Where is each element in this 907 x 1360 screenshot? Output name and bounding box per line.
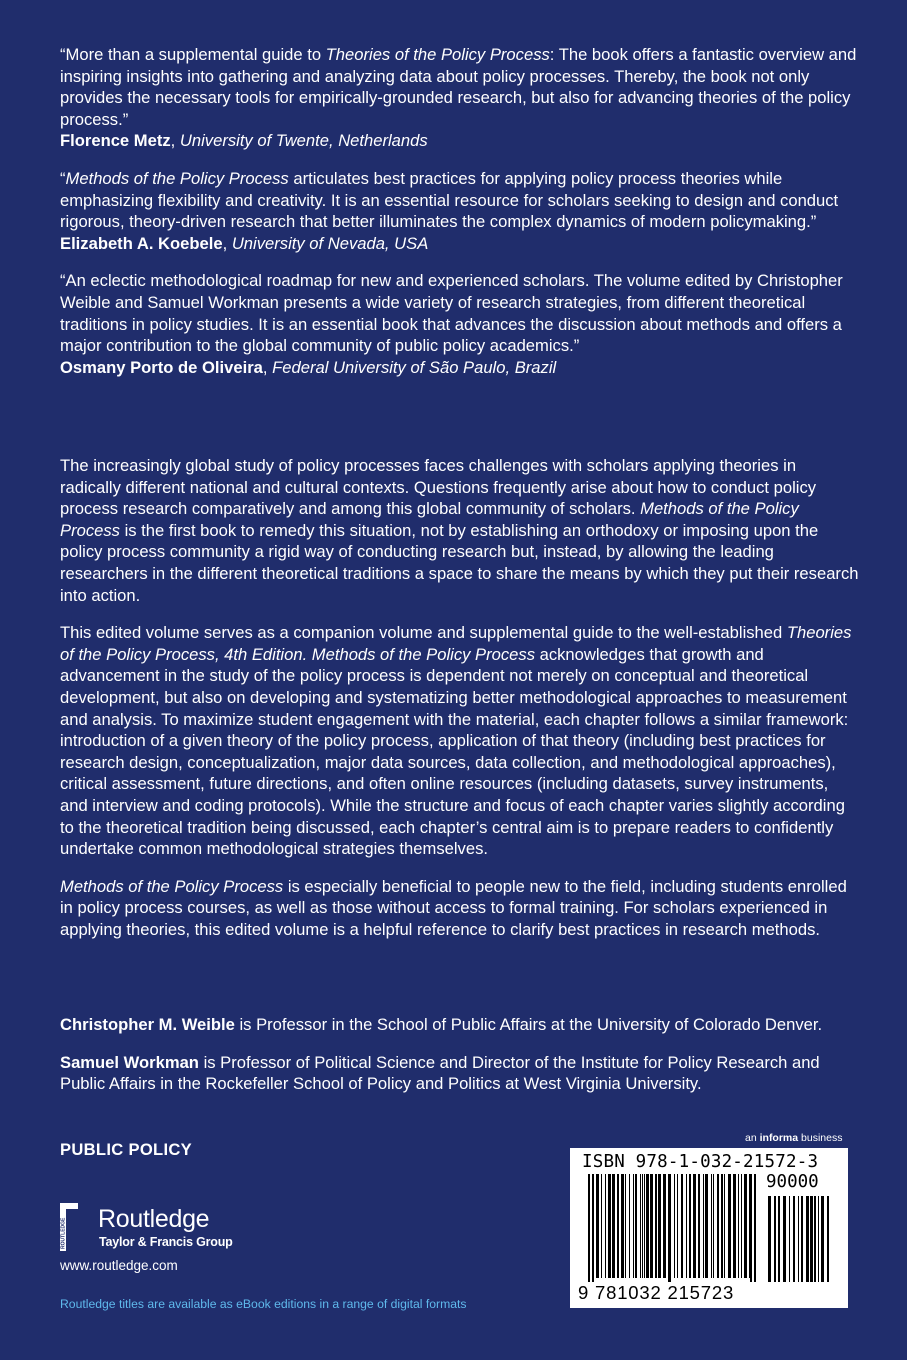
barcode-bar xyxy=(810,1196,813,1282)
ean-digits: 9 781032 215723 xyxy=(578,1282,735,1303)
barcode-bar xyxy=(821,1196,824,1282)
barcode-bar xyxy=(768,1196,771,1282)
description-paragraph-2: This edited volume serves as a companion volume and supplemental guide to the well-established Theories of the Policy Process, 4th Edition. Methods of the Policy Process acknowledges that growth and advancement in the study of the policy process is dependent not merely on conceptual and theoretical development, but also on developing and systematizing better methodological approaches to measurement and analysis. To maximize student engagement with the material, each chapter follows a similar framework: introduction of a given theory of the policy process, application of that theory (including best practices for research design, conceptualization, major data sources, data collection, and methodological approaches), critical assessment, future directions, and often online resources (including datasets, survey instruments, and interview and coding protocols). While the structure and focus of each chapter varies slightly according to the theoretical tradition being discussed, each chapter’s central aim is to prepare readers to confidently undertake common methodological strategies themselves. xyxy=(60,623,852,859)
endorser-name: Osmany Porto de Oliveira xyxy=(60,357,263,377)
barcode-bar xyxy=(629,1174,630,1278)
barcode-bar xyxy=(703,1174,704,1278)
barcode-bar xyxy=(733,1174,736,1278)
barcode-bar xyxy=(798,1196,799,1282)
barcode-bar xyxy=(674,1174,675,1278)
barcode-bar xyxy=(693,1174,696,1278)
book-description xyxy=(60,455,860,956)
barcode-bar xyxy=(774,1196,776,1282)
barcode-bar xyxy=(689,1174,691,1278)
barcode-bar xyxy=(612,1174,615,1278)
informa-tagline: an informa business xyxy=(745,1132,843,1144)
publisher-name: Routledge xyxy=(98,1205,210,1233)
barcode-bar xyxy=(801,1196,803,1282)
endorser-affiliation: Federal University of São Paulo, Brazil xyxy=(272,357,557,377)
barcode-bar xyxy=(750,1174,752,1282)
barcode-bar xyxy=(655,1174,657,1278)
barcode-bar xyxy=(827,1196,829,1282)
bio-weible: Christopher M. Weible is Professor in the School of Public Affairs at the University of Colorado Denver. xyxy=(60,1015,823,1034)
barcode-bar xyxy=(806,1196,809,1282)
endorsement-2: “Methods of the Policy Process articulates best practices for applying policy process theories while emphasizing flexibility and creativity. It is an essential resource for scholars seeking to design and conduct rigorous, theory-driven research that better illuminates the complex dynamics of modern policymaking.” Elizabeth A. Koebele, University of Nevada, USA xyxy=(60,168,839,253)
barcode-bar xyxy=(625,1174,626,1278)
barcode-bar xyxy=(668,1174,671,1282)
barcode-bar xyxy=(705,1174,708,1278)
barcode-bar xyxy=(663,1174,666,1278)
publisher-website: www.routledge.com xyxy=(60,1258,178,1273)
barcode-bar xyxy=(635,1174,637,1278)
endorser-affiliation: University of Twente, Netherlands xyxy=(179,131,428,151)
barcode-bar xyxy=(681,1174,683,1278)
description-paragraph-3: Methods of the Policy Process is especially beneficial to people new to the field, including students enrolled in policy process courses, as well as those without access to formal training. For scholars experienced in applying theories, this edited volume is a helpful reference to clarify best practices in research methods. xyxy=(60,876,847,939)
barcode-bar xyxy=(608,1174,611,1278)
barcode-bar xyxy=(783,1196,786,1282)
barcode-bar xyxy=(686,1174,687,1278)
bio-workman: Samuel Workman is Professor of Political Science and Director of the Institute for Policy Research and Public Affairs in the Rockefeller School of Policy and Politics at West Virginia University. xyxy=(60,1052,820,1094)
barcode-bar xyxy=(646,1174,649,1278)
svg-text:ROUTLEDGE: ROUTLEDGE xyxy=(60,1217,67,1249)
barcode-bar xyxy=(741,1174,742,1278)
routledge-logo xyxy=(58,1203,258,1253)
endorsement-3: “An eclectic methodological roadmap for new and experienced scholars. The volume edited by Christopher Weible and Samuel Workman presents a wide variety of research strategies, from different theoretical traditions in policy studies. It is an essential book that advances the discussion about methods and offers a major contribution to the global community of public policy academics.” Osmany Porto de Oliveira, Federal University of São Paulo, Brazil xyxy=(60,271,843,377)
barcode-bar xyxy=(617,1174,619,1278)
endorsements xyxy=(60,44,860,394)
barcode-bar xyxy=(633,1174,634,1278)
barcode-bar xyxy=(738,1174,739,1278)
barcode-bar xyxy=(818,1196,819,1282)
barcode-bar xyxy=(778,1196,780,1282)
price-code: 90000 xyxy=(766,1172,819,1192)
description-paragraph-1: The increasingly global study of policy processes faces challenges with scholars applying theories in radically different national and cultural contexts. Questions frequently arise about how to conduct policy process research comparatively and among this global community of scholars. Methods of the Policy Process is the first book to remedy this situation, not by establishing an orthodoxy or imposing upon the policy process community a rigid way of conducting research but, instead, by allowing the leading researchers in the different theoretical traditions a space to share the means by which they put their research into action. xyxy=(60,456,859,605)
barcode-bar xyxy=(814,1196,816,1282)
subject-category: PUBLIC POLICY xyxy=(60,1140,193,1159)
barcode-bar xyxy=(601,1174,602,1278)
editor-bios xyxy=(60,1014,860,1111)
ebook-note: Routledge titles are available as eBook editions in a range of digital formats xyxy=(60,1297,467,1311)
barcode-bar xyxy=(640,1174,641,1278)
barcode-bar xyxy=(749,1174,750,1278)
barcode-bar xyxy=(677,1174,678,1278)
barcode-bar xyxy=(698,1174,700,1278)
barcode-bar xyxy=(724,1174,725,1278)
barcode-bar xyxy=(789,1196,790,1282)
barcode-bar xyxy=(596,1174,599,1278)
barcode-bar xyxy=(592,1174,594,1282)
barcode-bar xyxy=(658,1174,661,1278)
barcode-bar xyxy=(728,1174,731,1278)
isbn-label: ISBN 978-1-032-21572-3 xyxy=(582,1152,819,1172)
barcode-bar xyxy=(754,1174,756,1282)
barcode-bar xyxy=(650,1174,653,1278)
barcode-bar xyxy=(642,1174,643,1278)
isbn-barcode xyxy=(570,1148,848,1308)
barcode-bar xyxy=(588,1174,590,1282)
barcode-bar xyxy=(721,1174,723,1278)
endorsement-1: “More than a supplemental guide to Theories of the Policy Process: The book offers a fantastic overview and inspiring insights into gathering and analyzing data about policy processes. Thereby, the book not only provides the necessary tools for empirically-grounded research, but also for advancing theories of the policy process.” Florence Metz, University of Twente, Netherlands xyxy=(60,45,857,151)
barcode-bar xyxy=(711,1174,712,1278)
routledge-mark-icon xyxy=(58,1203,86,1251)
endorser-affiliation: University of Nevada, USA xyxy=(231,233,429,253)
endorser-name: Florence Metz xyxy=(60,131,171,151)
barcode-bar xyxy=(713,1174,714,1278)
barcode-bar xyxy=(717,1174,719,1278)
barcode-bar xyxy=(744,1174,747,1278)
barcode-bar xyxy=(793,1196,795,1282)
barcode-bar xyxy=(605,1174,606,1278)
endorser-name: Elizabeth A. Koebele xyxy=(60,233,223,253)
publisher-group: Taylor & Francis Group xyxy=(99,1235,233,1249)
barcode-bar xyxy=(621,1174,624,1278)
barcode-bar xyxy=(644,1174,645,1278)
